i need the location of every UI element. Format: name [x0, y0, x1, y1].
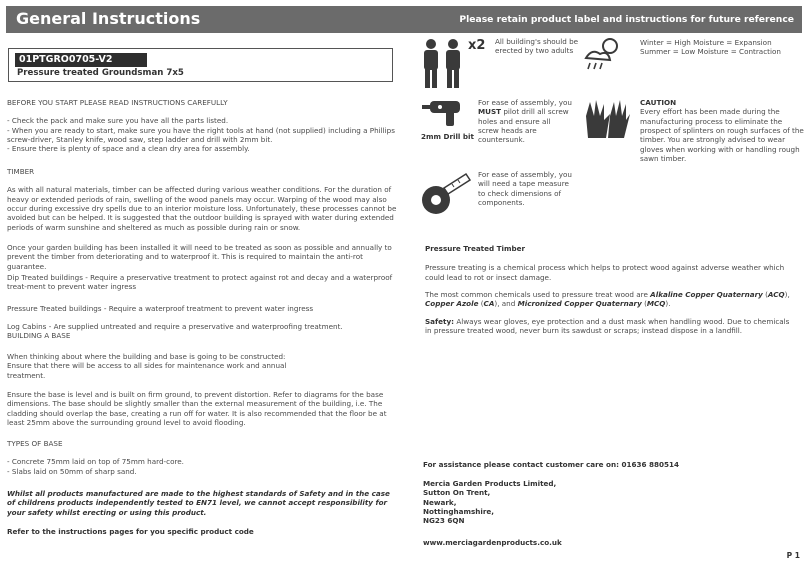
address-line: Mercia Garden Products Limited, [423, 479, 557, 488]
contact-assist: For assistance please contact customer care on: 01636 880514 [423, 460, 679, 469]
chem-ca: Copper Azole [425, 299, 479, 309]
before-start-line: - When you are ready to start, make sure you have the right tools at hand (not supplied) including a Phillips screw-driver, Stanley knife, wood saw, step ladder and drill with 2mm bit. [7, 125, 395, 145]
header-bar [6, 6, 802, 33]
disclaimer-text: Whilst all products manufactured are made to the highest standards of Safety and in the case of childrens products independently tested to EN71 level, we cannot accept responsibility for your safety whilst erecting or using this product. [7, 489, 390, 517]
chem-mcq: Micronized Copper Quaternary [517, 299, 642, 309]
two-people-icon [420, 38, 468, 90]
product-label-box [8, 48, 393, 82]
tape-text: For ease of assembly, you will need a tape measure to check dimensions of components. [478, 170, 572, 208]
product-name: Pressure treated Groundsman 7x5 [17, 68, 184, 78]
people-count: x2 [468, 38, 486, 53]
page-number: P 1 [786, 551, 800, 561]
safety-text: Always wear gloves, eye protection and a dust mask when handling wood. Due to chemicals in pressure treated wood, never burn its sawdust or scraps; instead dispose in a landfill. [425, 316, 790, 336]
drill-icon [420, 98, 468, 128]
address-line: Newark, [423, 497, 457, 507]
timber-paragraph: Log Cabins - Are supplied untreated and require a preservative and waterproofing treatment. [7, 322, 343, 331]
drill-label: 2mm Drill bit [421, 132, 474, 141]
contact-address [423, 479, 556, 526]
timber-paragraph: Pressure Treated buildings - Require a waterproof treatment to prevent water ingress [7, 304, 314, 313]
drill-text [478, 98, 572, 145]
timber-section [7, 167, 397, 232]
drill-text-a: For ease of assembly, you [478, 98, 572, 107]
timber-heading: TIMBER [7, 167, 35, 176]
weather-icon [584, 36, 624, 72]
timber-paragraph: Once your garden building has been installed it will need to be treated as soon as possible and annually to prevent the timber from deteriorating and to waterproof it. This is required to maintain the anti-rot guarantee. [7, 243, 392, 271]
before-start-line: - Ensure there is plenty of space and a clean dry area for assembly. [7, 144, 250, 154]
address-line: NG23 6QN [423, 516, 465, 526]
address-line: Nottinghamshire, [423, 507, 495, 517]
safety-paragraph [425, 317, 795, 336]
chem-mcq-abbr: MCQ [646, 299, 666, 309]
chem-acq: Alkaline Copper Quaternary [650, 290, 763, 300]
chem-ca-abbr: CA [483, 299, 495, 309]
timber-logcabin [7, 322, 397, 341]
types-line: - Slabs laid on 50mm of sharp sand. [7, 466, 137, 476]
before-start-line: - Check the pack and make sure you have all the parts listed. [7, 116, 229, 126]
timber-paragraph: Dip Treated buildings - Require a preservative treatment to protect against rot and decay and a waterproof treat-ment to prevent water ingress [7, 273, 393, 292]
refer-text: Refer to the instructions pages for you specific product code [7, 527, 254, 536]
weather-summer: Summer = Low Moisture = Contraction [640, 47, 781, 57]
caution-block [640, 98, 805, 164]
caution-heading: CAUTION [640, 98, 677, 107]
pressure-paragraph: Pressure treating is a chemical process which helps to protect wood against adverse weather which could lead to rot or insect damage. [425, 263, 785, 282]
before-start-section [7, 98, 397, 154]
pressure-section [425, 244, 795, 336]
pressure-chemicals: The most common chemicals used to pressure treat wood are Alkaline Copper Quaternary (ACQ), Copper Azole (CA), and Micronized Copper Quaternary (MCQ). [425, 290, 790, 309]
drill-must: MUST [478, 107, 502, 117]
base-paragraph: Ensure the base is level and is built on firm ground, to prevent distortion. Refer to diagrams for the base dimensions. The base should be slightly smaller than the external measurement of the building, i.e. The cladding should overlap the base, creating a run off for water. It is also recommended that the floor be at least 25mm above the surrounding ground level to avoid flooding. [7, 390, 387, 428]
base-paragraph: When thinking about where the building and base is going to be constructed: Ensure that there will be access to all sides for maintenance work and annual treatment. [7, 352, 287, 380]
pressure-heading: Pressure Treated Timber [425, 244, 526, 253]
tape-measure-icon [420, 170, 472, 218]
disclaimer-block [7, 489, 397, 517]
safety-label: Safety: [425, 316, 455, 326]
types-section [7, 439, 397, 476]
caution-text: Every effort has been made during the manufacturing process to eliminate the prospect of splinters on rough surfaces of the timber. You are strongly advised to wear gloves when working with or handling rough sawn timber. [640, 107, 804, 164]
product-code: 01PTGRO0705-V2 [15, 53, 147, 67]
timber-dip [7, 273, 397, 292]
base-heading: BUILDING A BASE [7, 331, 71, 341]
timber-treatment [7, 243, 397, 271]
gloves-icon [582, 98, 632, 142]
contact-website[interactable]: www.merciagardenproducts.co.uk [423, 538, 562, 547]
base-p1 [7, 352, 307, 380]
timber-paragraph: As with all natural materials, timber can be affected during various weather conditions. For the duration of heavy or extended periods of rain, swelling of the wood panels may occur. Warping of the wood may also occur during excessive dry spells due to an interior moisture loss. Unfortunately, these processes cannot be avoided but can be helped. It is suggested that the outdoor building is sprayed with water during extended periods of warm sunshine and sheltered as much as possible during rain or snow. [7, 185, 397, 232]
types-line: - Concrete 75mm laid on top of 75mm hard-core. [7, 457, 184, 467]
types-heading: TYPES OF BASE [7, 439, 63, 448]
base-p2 [7, 390, 397, 427]
header-note: Please retain product label and instructions for future reference [459, 13, 794, 25]
page-title: General Instructions [16, 9, 201, 29]
chem-intro: The most common chemicals used to pressure treat wood are [425, 290, 651, 300]
timber-pressure [7, 304, 397, 313]
drill-text-b: pilot drill all screw holes and ensure all screw heads are countersunk. [478, 107, 569, 145]
weather-winter: Winter = High Moisture = Expansion [640, 38, 772, 47]
before-start-heading: BEFORE YOU START PLEASE READ INSTRUCTIONS CAREFULLY [7, 98, 228, 107]
chem-acq-abbr: ACQ [767, 290, 785, 300]
weather-text [640, 38, 805, 57]
people-text: All building's should be erected by two adults [495, 37, 579, 56]
address-line: Sutton On Trent, [423, 488, 491, 498]
